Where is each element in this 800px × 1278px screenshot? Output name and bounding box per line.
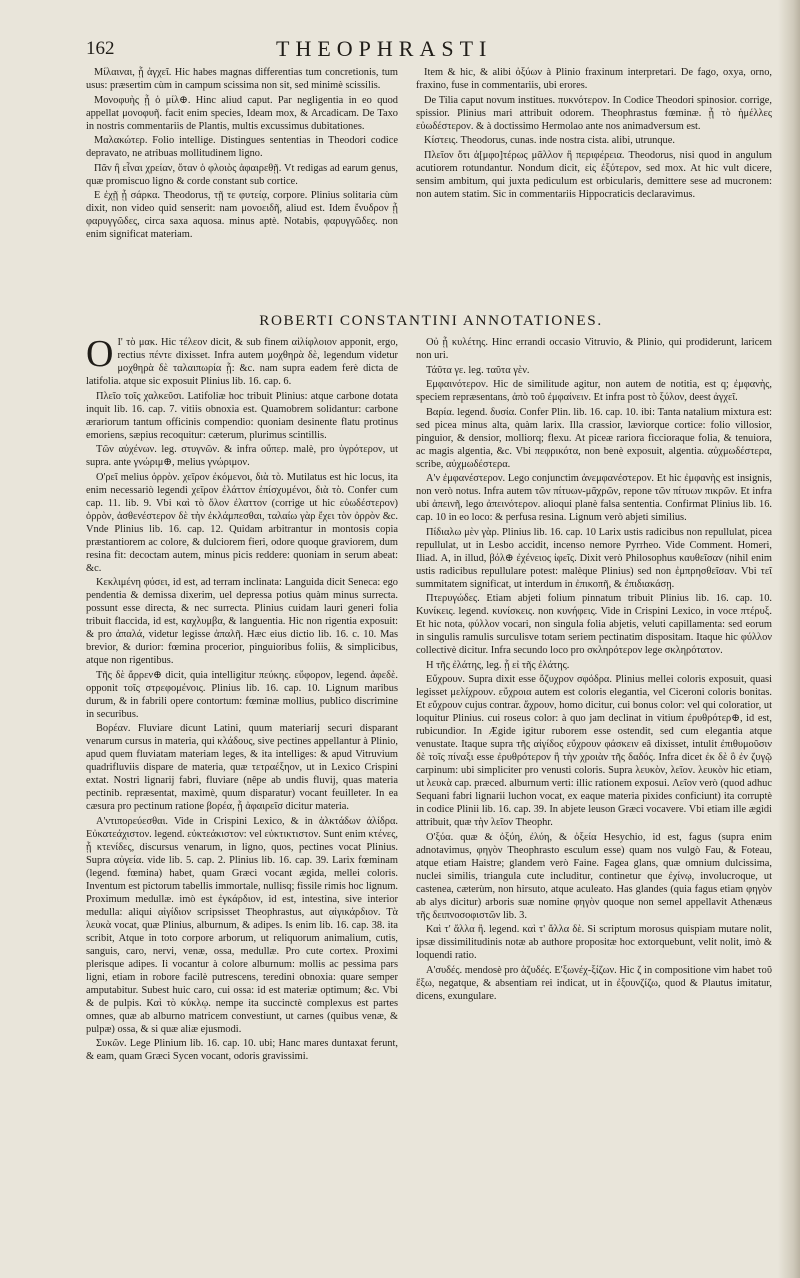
paragraph: Α'ντιπορεύεσθαι. Vide in Crispini Lexico, & in ἀλκτάδων ἀλίδρα. Εὐκατεάχιστον. legend. εὐκτεάκιστον: vel εὐκτικτιστον. Sunt enim κτένες, ᾗ κτενίδες, discursus venarum, in ligno, quos, pectines vocat Plinius. Supra αὐγεία. vide lib. 5. cap. 2. Plinius lib. 16. cap. 39. Larix fœminam (legend. fœmina) habet, quam Græci vocant ægida, mellei coloris. Inventum est pictorum tabellis immortale, nullisq; fissile rimis hoc lignum. Proximum medullæ. imò est ἐγκάρδιον, id est, intestina, sive interior medulla: aliqui αἰγίδιον scripsisset Theophrastus, aut αἰγικάρδιον. Τὰ λευκὰ vocat, quæ Plinius, alburnum, & adipes. Is enim lib. 16. cap. 38. ita scribit, Atque in toto corpore arborum, ut reliquorum animalium, cutis, sanguis, caro, nervi, venæ, ossa, medullæ. Pro cute cortex. Proximi plerisque adipes. Ii vocantur à colore alburnum: mollis ac pessima pars ligni, etiam in robore facilè putrescens, teredini obnoxia: quare semper amputabitur. Subest huic caro, cui ossa: id est materiæ optimum; &c. Vbi & de pulpis. Καὶ τὸ κύκλῳ. nempe ita succinctè complexus est partes omnes, quæ ab alburno matricem convestiunt, ut carnes (quibus venæ, & pulpæ) ossa, & si quæ aliæ ejusmodi. (86, 815, 398, 1035)
paragraph: Εμφαινότερον. Hic de similitude agitur, non autem de notitia, est q; ἐμφανὴς, speciem repræsentans, ἀπὸ τοῦ ἐμφαίνειν. Et infra post τὸ ξύλον, deest ἀγχεῖ. (416, 379, 772, 403)
paragraph: Μαλακώτερ. Folio intellige. Distingues sententias in Theodori codice depravato, ne atribuas mollitudinem ligno. (86, 135, 398, 159)
page-number: 162 (86, 38, 115, 59)
paragraph: Κίστεις. Theodorus, cunas. inde nostra cista. alibi, utrunque. (424, 135, 675, 146)
paragraph: Η τῆς ἐλάτης, leg. ᾗ εἰ τῆς ἐλάτης. (426, 659, 570, 671)
paragraph: Α'ν ἐμφανέστερον. Lego conjunctim ἀνεμφανέστερον. Et hic ἐμφανὴς est insignis, non verò notus. Infra autem τῶν πίτυων-μᾶχρῶν, repone τῶν πίτυων πικρῶν. Et infra ubi ἀπεινῆ, lego ἀπεινότερον. alioqui planè falsa sententia. Confirmat Plinius lib. 16. cap. 10 in eo loco: & perfusa resina. Lignum verò abjeti similius. (416, 473, 772, 523)
paragraph-text: Ι' τὸ μακ. Hic τέλεον dicit, & sub finem αἰλίφλοιον apponit, ergo, rectius πέντε dixisset. Infra autem μοχθηρὰ δὲ, legendum videtur μοχθηρὰ δὲ ταλαιπωρία ᾗ: &c. nam supra eadem ferè dicta de latifolia. atque sic exposuit Plinius lib. 16. cap. 6. (86, 337, 398, 387)
top-left-column (86, 66, 398, 301)
paragraph: Τάῦτα γε. leg. ταῦτα γὲν. (426, 364, 530, 376)
paragraph: Πλεῖο τοῖς χαλκεῦσι. Latifoliæ hoc tribuit Plinius: atque carbone dotata inquit lib. 16. cap. 7. vitiis obnoxia est. Quamobrem solidantur: carbone ærariorum tantum officinis compendio: quoniam desinente flatu protinus emoriens, sæpius recoquitur: cæterum, plurimus scintillis. (86, 390, 398, 441)
drop-cap: O (86, 333, 114, 375)
paragraph: Τῶν αὐχένων. leg. στυγνῶν. & infra οὔπερ. malè, pro ὑγρότερον, ut supra. ante γνώριμ⊕, melius γνώριμον. (86, 444, 398, 468)
page-edge (778, 0, 800, 1278)
paragraph: Πτερυγώδες. Etiam abjeti folium pinnatum tribuit Plinius lib. 16. cap. 10. Κυνίκεις. legend. κυνίσκεις. non κυνήφεις. Vide in Crispini Lexico, in voce πτέρυξ. Et hic nota, φύλλον vocari, non singula folia abjetis, veluti capillamenta: sed eorum in singulis ramulis surculisve totam seriem pectinatim dispositam. Itaque hic φύλλον collectivè dicitur. Infra secundo loco pro σκληρότερον lege σκληρότατον. (416, 593, 772, 656)
paragraph: Βορέαν. Fluviare dicunt Latini, quum materiarij securi disparant venarum cursus in materia, qui κλάδους, sive pectines appellantur à Plinio, apud quem fluviatam materiam leges, & ita intelliges: & apud Vitruvium quadrifluviis dispare de materia, quæ τετραέξηον, ut in Lexico Crispini extat. Nostri lignarij fabri, fluviare (nêpe ab undis fluvij, quas materia pectinib. repræsentat, maximè, quum disparatur) vocant feuilleter. In ea cæsura pro pectinum ratione βορέα, ᾗ ἀφαιρεῖσ dicitur materia. (86, 723, 398, 812)
paragraph: Πίδιαλω μὲν γὰρ. Plinius lib. 16. cap. 10 Larix ustis radicibus non repullulat, picea repullulat, ut in Lesbo accidit, incenso nemore Pyrrheo. Vide Comment. Homeri, Iliad. Α, in illud, βόλ⊕ ἐχένειος ἰφεῖς. Dixit verò Philosophus καυθεῖσαν (nihil enim ustis radicibus repullulare potest: malèque Plinius) sed non ἐμπρησθεῖσαν. Vbi τεῖ summitatem significat, ut interdum in ἐπικοπῆ, & ἐπιδιακάσῃ. (416, 526, 772, 590)
paragraph: Οὐ ᾗ κυλέτης. Hinc errandi occasio Vitruvio, & Plinio, qui prodiderunt, laricem non uri. (416, 337, 772, 361)
page-header (86, 38, 776, 68)
top-right-column (416, 66, 772, 301)
paragraph: Μονοφυὴς ᾗ ὁ μίλ⊕. Hinc aliud caput. Par negligentia in eo quod appellat μονοφυῆ. facit enim species, Ideam mox, & Arcadicam. De Taxo in nostris commentariis de Plantis, multis excussimus dubitationes. (86, 94, 398, 132)
paragraph: Συκῶν. Lege Plinium lib. 16. cap. 10. ubi; Hanc mares duntaxat ferunt, & eam, quam Græci Sycen vocant, odoris gravissimi. (86, 1038, 398, 1062)
bottom-left-column (86, 333, 398, 1266)
paragraph: Ο'ρεῖ melius ὀρρὸν. χεῖρον ἐκόμενοι, διὰ τὸ. Mutilatus est hic locus, ita enim necessariò legendi χεῖρον ἐλάττον ἐπίσχυμένοι, διὰ τὸ. Confer cum cap. 11. lib. 9. Vbi καὶ τὸ ὅλον ἐλαττον (corrige ut hic εὐωδέστερον) ὀρρὸν, ἀσθενέστερον δὲ τὴν ἐκλάμπεσθαι, ταλαίω γὰρ ἔχει τὸν ὀρρὸν &c. Vnde Plinius lib. 16. cap. 12. Quidam arbitrantur in montosis copia præstantiorem ac colore, & dulciorem fieri, odore quoque graviorem, dum resina fit: decoctam autem, minus picis reddere: quoniam in serum abeat: &c. (86, 471, 398, 574)
paragraph: Πᾶν ἢ εἶναι χρείαν, ὅταν ὁ φλοιὸς ἀφαιρεθῇ. Vt redigas ad earum genus, quæ promiscuo ligno & corde constant sub cortice. (86, 162, 398, 187)
paragraph: Βαρία. legend. δυσία. Confer Plin. lib. 16. cap. 10. ibi: Tanta natalium mixtura est: sed picea minus alta, quàm larix. Illa crassior, læviorque cortice: folio villosior, pinguior, & densior, molliorq; flexu. At piceæ rariora ficcioraque folia, & tenuiora, ac magis algentia, &c. Vbi πεφρικότα, non benè exposuit, algentia. αὐχμωδέστερα, scribe, αὐχμωδέστερα. (416, 406, 772, 470)
running-title: THEOPHRASTI (276, 36, 493, 61)
paragraph: Καὶ τ' ἄλλα ἢ. legend. καὶ τ' ἄλλα δὲ. Si scriptum morosus quispiam mutare nolit, ipsæ dissimilitudinis notæ ab authore propositæ hoc extorquebunt, velit nolit, imò & loquendi ratio. (416, 924, 772, 961)
paragraph: Κεκλιμένη φύσει, id est, ad terram inclinata: Languida dicit Seneca: ego pendentia & demissa dixerim, uel depressa potius quàm minus surrecta. possunt esse directa, & nec surrecta. Plinius cuidam lauri generi folia tribuit flaccida, id est, καχλυμβα, & languentia. Hic non rigentia exposuit: & pro ἀπαλά, videtur legisse ἀπαλῆ. Hæc eius dictio lib. 16. c. 10. Mas brevior, & durior: fœmina procerior, pinguioribus foliis, & simplicibus, atque non rigentibus. (86, 577, 398, 666)
paragraph: Εὔχρουν. Supra dixit esse ὄζυχρον σφόδρα. Plinius mellei coloris exposuit, quasi legisset μελίχρουν. εὔχροια autem est coloris elegantia, vel Ciceroni coloris bonitas. Et εὔχρουν cujus contrar. ἄχρουν, homo dicitur, cui bonus color: vel qui coloratior, ut loquitur Plinius. cui roseus color: à quo jam declinat in vitium ἐρυθρότερ⊕, id est, rubicundior. In Ægide igitur ruborem esse ostendit, sed cum elegantia atque venustate. Itaque supra τῆς αἰγίδος εὔχρουν φάσκειν eâ dixisset, intulit ἐπιθυμοῦσιν δὲ τοῖς πίναξι esse ἐρυθρότερον ἢ τὴν χροιὰν τῆς δαδός. Infra dicet ἐκ δὲ ὃ ἐν ζυγῷ carpinum: ubi simpliciter pro venusti coloris. Supra λευκὸν, λεῖον. λευκὸν hic etiam, ut λευκὰ cap. præced. alburnum verti: illic rationem exposui. Λεῖον verò (quod adhuc Sequani fabri lignarii luchon vocat, ex eaque materia pixides conficiunt) ita corruptè in codice Plinii lib. 16. cap. 39. In abjete leuson Græci vocavere. Vbi etiam ille ægidi attribuit, quæ τὴν λεῖον Theophr. (416, 674, 772, 828)
paragraph: Τῆς δὲ ἄρρεν⊕ dicit, quia intelligitur πεύκης. εὔφορον, legend. ἀφεδὲ. opponit τοῖς στρεφομένοις. Plinius lib. 16. cap. 10. Lignum maribus durum, & in fabrili opere contortum: fœminæ mollius, publico discrimine in securibus. (86, 669, 398, 720)
paragraph: Item & hic, & alibi ὀξύων à Plinio fraxinum interpretari. De fago, oxya, orno, fraxino, fuse in commentariis, ubi erores. (416, 67, 772, 91)
section-title: ROBERTI CONSTANTINI ANNOTATIONES. (259, 312, 603, 329)
paragraph: Α'συδές. mendosè pro ἀζυδές. Ε'ξωνέχ-ξίζων. Hic ζ in compositione vim habet τοῦ ἔξω, negatque, & absentiam rei indicat, ut in ἐξουνζίζω, quod & Plautus imitatur, dicens, exungulare. (416, 964, 772, 1002)
bottom-right-column (416, 336, 772, 1266)
paragraph: Ο'ξύα. quæ & ὀξύη, ἐλύη, & ὀξεία Hesychio, id est, fagus (supra enim adnotavimus, φηγὸν Theophrasto esculum esse) quam nos vulgò Fau, & Foteau, atque etiam Haistre; glandem verò Faine. Fagea glans, quæ omnium dulcissima, nuclei similis, triangula cute includitur, continetur que ἐχίνῳ, involucroque, ut castenea, cæterùm, non hirsuto, atque aculeato. Has glandes (quia fagus etiam φηγὸν ab alys dicitur) arboris suæ nomine φηγὸν quoque non semel appellavit Athenæus τῆς δειπνοσοφιστῶν lib. 3. (416, 831, 772, 921)
paragraph: Ε ἐχῇ ᾗ σάρκα. Theodorus, τῇ τε φυτείᾳ, corpore. Plinius solitaria cùm dixit, non video quid senserit: nam μονοειδῆ, aliud est. Idem ἔνυδρον ᾗ φαρυγγῶδες, circa saxa aquosa. minus aptè. Notabis, φαρυγγῶδες. non enim significat materiam. (86, 190, 398, 240)
paragraph: Μίλαιναι, ᾗ ἀγχεῖ. Hic habes magnas differentias tum concretionis, tum usus: præsertim cùm in campum scissima non sit, sed minimè scissilis. (86, 67, 398, 91)
paragraph: Πλεῖον ὅτι ἀ[μφο]τέρως μᾶλλον ἢ περιφέρεια. Theodorus, nisi quod in angulum acutiorem rotundantur. Nondum dicit, εἰς ἐξύτερον, sed mox. At hic vult dicere, sensim ambitum, qui juxta pediculum est orbicularis, demittere sese ad mucronem: non autem statim. Sic in commentariis Hippocraticis declaravimus. (416, 149, 772, 200)
paragraph: De Tilia caput novum institues. πυκνότερον. In Codice Theodori spinosior. corrige, spissior. Plinius mari attribuit odorem. Theophrastus fœminæ. ᾗ τὸ ἡμέλλες εὐωδέστερον. & à doctissimo Hermolao ante nos animadversum est. (416, 94, 772, 132)
paragraph (86, 333, 398, 388)
